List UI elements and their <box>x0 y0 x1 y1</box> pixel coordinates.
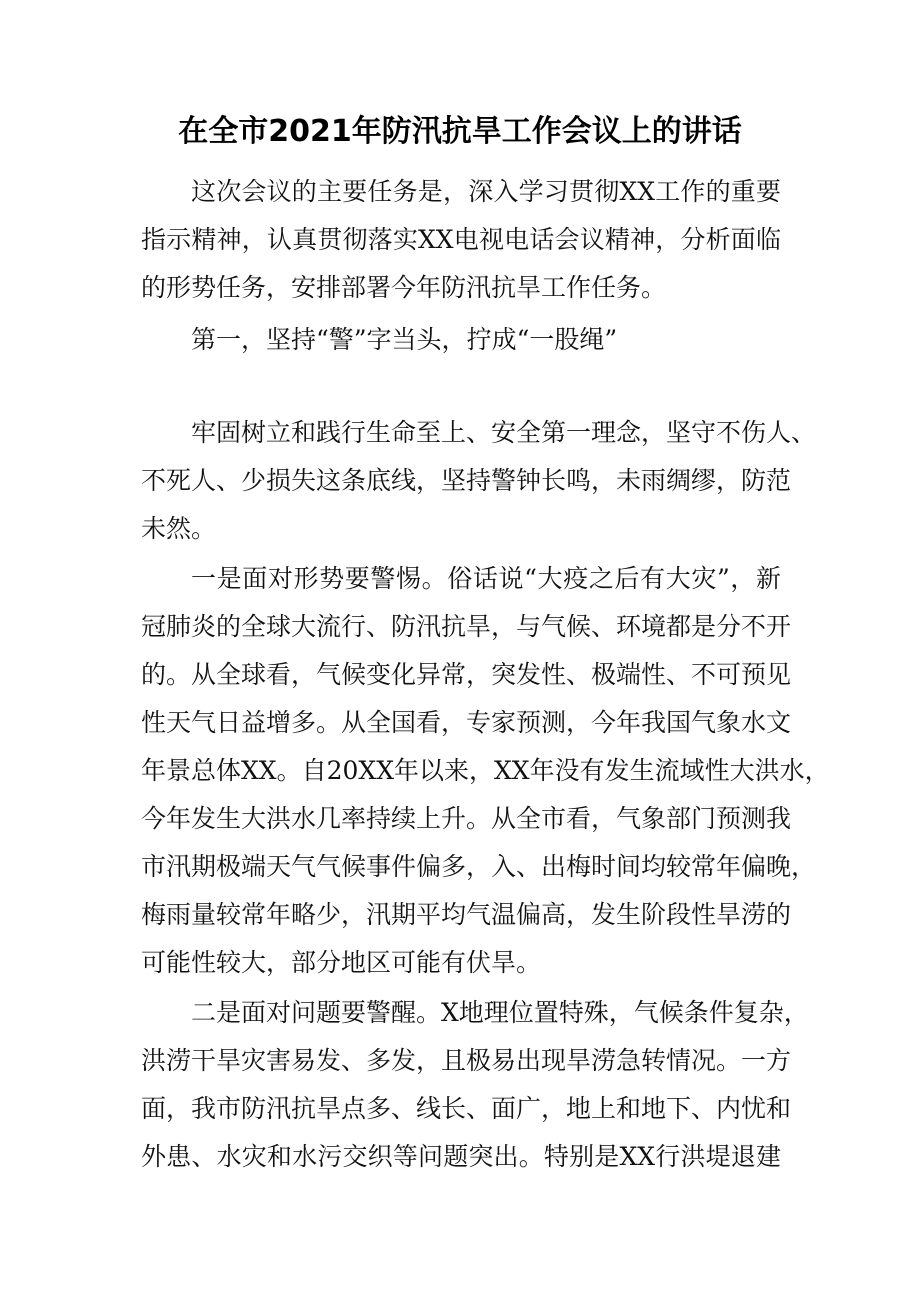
paragraph-line: 一是面对形势要警惕。俗话说“大疫之后有大灾”，新 <box>191 564 781 593</box>
paragraph-line: 市汛期极端天气气候事件偏多，入、出梅时间均较常年偏晚， <box>141 852 817 881</box>
paragraph-line: 牢固树立和践行生命至上、安全第一理念，坚守不伤人、 <box>191 418 817 447</box>
paragraph-line: 洪涝干旱灾害易发、多发，且极易出现旱涝急转情况。一方 <box>141 1046 792 1075</box>
paragraph-line: 外患、水灾和水污交织等问题突出。特别是XX行洪堤退建 <box>141 1142 781 1171</box>
paragraph-line: 的。从全球看，气候变化异常，突发性、极端性、不可预见 <box>141 660 792 689</box>
paragraph-line: 的形势任务，安排部署今年防汛抗旱工作任务。 <box>141 273 667 302</box>
paragraph-line: 这次会议的主要任务是，深入学习贯彻XX工作的重要 <box>191 177 781 206</box>
paragraph-line: 二是面对问题要警醒。X地理位置特殊，气候条件复杂， <box>191 998 809 1027</box>
document-title: 在全市2021年防汛抗旱工作会议上的讲话 <box>178 114 742 149</box>
paragraph-line: 今年发生大洪水几率持续上升。从全市看，气象部门预测我 <box>141 804 792 833</box>
paragraph-line: 梅雨量较常年略少，汛期平均气温偏高，发生阶段性旱涝的 <box>141 900 792 929</box>
paragraph-line: 面，我市防汛抗旱点多、线长、面广，地上和地下、内忧和 <box>141 1094 792 1123</box>
paragraph-line: 指示精神，认真贯彻落实XX电视电话会议精神，分析面临 <box>141 225 781 254</box>
paragraph-line: 可能性较大，部分地区可能有伏旱。 <box>141 948 542 977</box>
section-heading: 第一，坚持“警”字当头，拧成“一股绳” <box>191 325 618 354</box>
paragraph-line: 性天气日益增多。从全国看，专家预测，今年我国气象水文 <box>141 708 792 737</box>
paragraph-line: 年景总体XX。自20XX年以来，XX年没有发生流域性大洪水， <box>141 756 830 785</box>
paragraph-line: 未然。 <box>141 514 217 543</box>
paragraph-line: 冠肺炎的全球大流行、防汛抗旱，与气候、环境都是分不开 <box>141 612 792 641</box>
paragraph-line: 不死人、少损失这条底线，坚持警钟长鸣，未雨绸缪，防范 <box>141 466 792 495</box>
